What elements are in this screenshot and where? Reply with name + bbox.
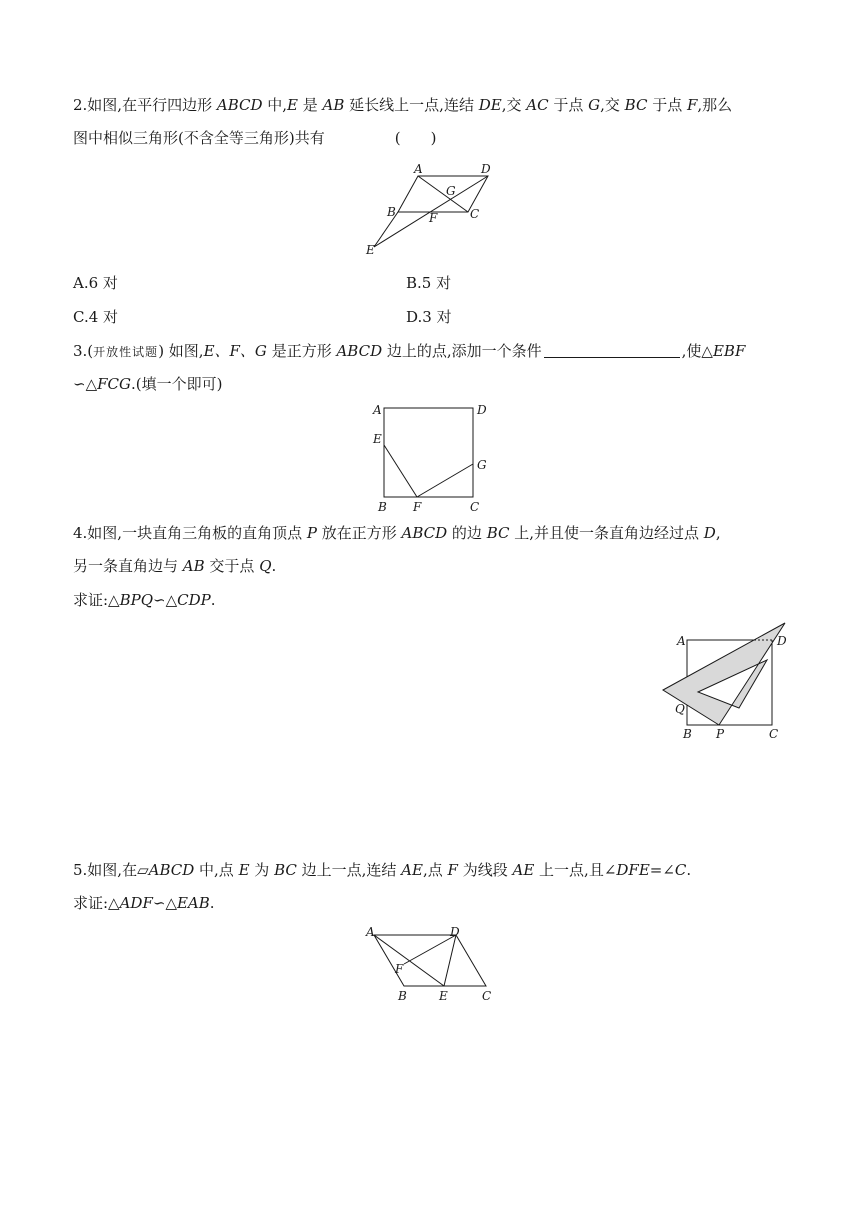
q3-label-f: F xyxy=(413,500,422,514)
option-d: D.3 对 xyxy=(406,308,452,326)
option-c: C.4 对 xyxy=(73,308,119,326)
option-a: A.6 对 xyxy=(73,274,118,292)
q4-label-d: D xyxy=(777,634,787,648)
q2-label-b: B xyxy=(387,205,396,219)
q3-label-a: A xyxy=(373,403,382,417)
q4-figure xyxy=(655,620,795,745)
q3-figure xyxy=(365,400,495,516)
q5-label-a: A xyxy=(366,925,375,939)
q5-line-1: 5.如图,在▱ABCD 中,点 E 为 BC 边上一点,连结 AE,点 F 为线段 AE 上一点,且∠DFE=∠C. xyxy=(73,861,692,879)
answer-paren: ( ) xyxy=(394,129,437,147)
q2-label-d: D xyxy=(481,162,491,176)
q5-figure xyxy=(360,920,510,1004)
q4-label-c: C xyxy=(769,727,779,741)
answer-blank[interactable] xyxy=(544,343,680,358)
q2-label-g: G xyxy=(446,184,456,198)
q2-line-2: 图中相似三角形(不含全等三角形)共有 ( ) xyxy=(73,129,437,147)
q5-label-c: C xyxy=(482,989,492,1003)
q5-label-e: E xyxy=(439,989,448,1003)
q3-label-d: D xyxy=(477,403,487,417)
q3-label-e: E xyxy=(373,432,382,446)
q3-line-2: ∽△FCG.(填一个即可) xyxy=(73,375,223,393)
q4-label-q: Q xyxy=(675,702,685,716)
q5-label-b: B xyxy=(398,989,407,1003)
q3-label-g: G xyxy=(477,458,487,472)
q2-label-e: E xyxy=(366,243,375,257)
q4-line-3: 求证:△BPQ∽△CDP. xyxy=(73,591,216,609)
q2-line-1: 2.如图,在平行四边形 ABCD 中,E 是 AB 延长线上一点,连结 DE,交 AC 于点 G,交 BC 于点 F,那么 xyxy=(73,96,733,114)
q4-label-p: P xyxy=(716,727,725,741)
q4-line-1: 4.如图,一块直角三角板的直角顶点 P 放在正方形 ABCD 的边 BC 上,并且使一条直角边经过点 D, xyxy=(73,524,721,542)
q5-label-f: F xyxy=(395,962,404,976)
q3-label-b: B xyxy=(378,500,387,514)
q4-label-a: A xyxy=(677,634,686,648)
q3-line-1: 3.(开放性试题) 如图,E、F、G 是正方形 ABCD 边上的点,添加一个条件 ,使△EBF xyxy=(73,342,746,360)
q2-label-a: A xyxy=(414,162,423,176)
q2-figure xyxy=(360,160,510,260)
q4-line-2: 另一条直角边与 AB 交于点 Q. xyxy=(73,557,277,575)
option-b: B.5 对 xyxy=(406,274,452,292)
q3-label-c: C xyxy=(470,500,480,514)
q2-label-f: F xyxy=(429,211,438,225)
q4-label-b: B xyxy=(683,727,692,741)
q5-line-2: 求证:△ADF∽△EAB. xyxy=(73,894,215,912)
q2-label-c: C xyxy=(470,207,480,221)
q5-label-d: D xyxy=(450,925,460,939)
